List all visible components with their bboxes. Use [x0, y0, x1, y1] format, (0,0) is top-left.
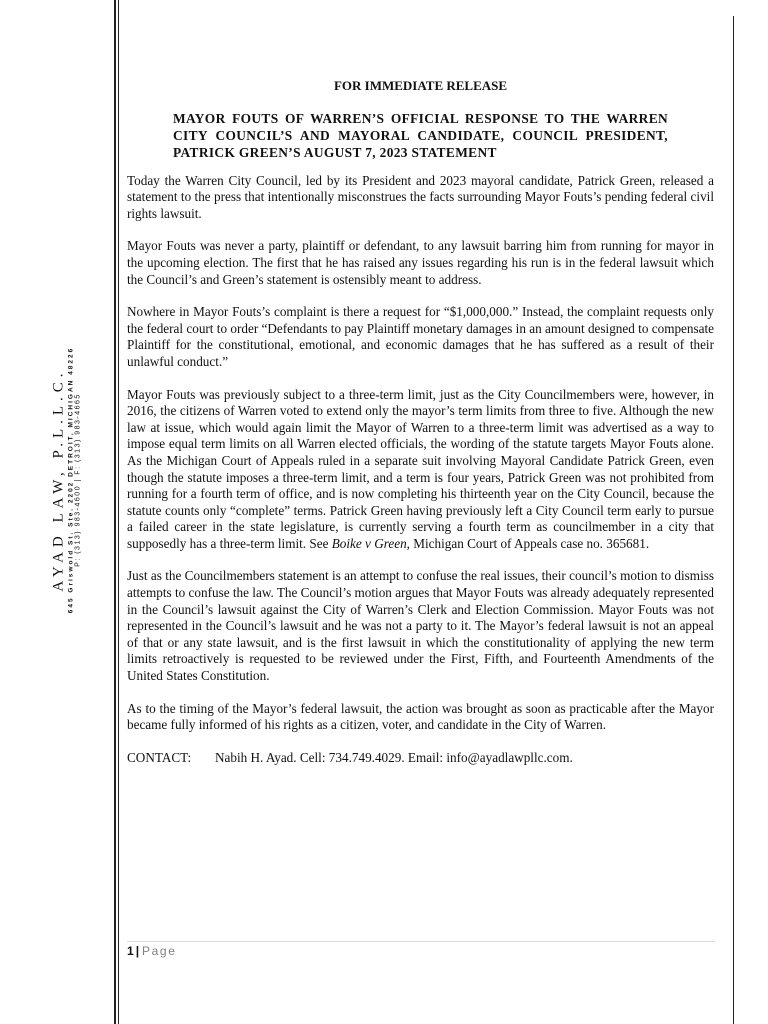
page-word: Page	[142, 944, 177, 958]
footer-separator: |	[135, 944, 140, 958]
paragraph-4-text: Mayor Fouts was previously subject to a three-term limit, just as the City Councilmembers were, however, in 2016, the citizens of Warren voted to extend only the mayor’s term limits from three to five. Although the new law at issue, which would again limit the Mayor of Warren to a three-term limit was advertised as a way to impose equal term limits on all Warren elected officials, the wording of the statute targets Mayor Fouts alone. As the Michigan Court of Appeals ruled in a separate suit involving Mayoral Candidate Patrick Green, even though the statute imposes a three-term limit, and a term is four years, Patrick Green was not prohibited from running for a fourth term of office, and is now completing his thirteenth year on the City Council, because the statute counts only “complete” terms. Patrick Green having previously left a City Council term early to pursue a failed career in the state legislature, is currently serving a fourth term as councilmember in a city that supposedly has a three-term limit. See	[127, 386, 714, 551]
left-margin-rule-inner	[118, 0, 119, 1024]
paragraph-4-end: , Michigan Court of Appeals case no. 365681.	[406, 535, 650, 551]
firm-address: 645 Griswold St. Ste. 2202 DETROIT, MICHIGAN 48226	[66, 346, 74, 614]
page-number: 1	[127, 944, 134, 958]
paragraph-6: As to the timing of the Mayor’s federal lawsuit, the action was brought as soon as practicable after the Mayor became fully informed of his rights as a citizen, voter, and candidate in the City of Warren.	[127, 700, 714, 733]
firm-name: AYAD LAW, P.L.L.C.	[50, 368, 67, 592]
release-label: FOR IMMEDIATE RELEASE	[333, 78, 508, 93]
contact-label: CONTACT:	[127, 749, 192, 765]
paragraph-3: Nowhere in Mayor Fouts’s complaint is there a request for “$1,000,000.” Instead, the complaint requests only the federal court to order “Defendants to pay Plaintiff monetary damages in an amount designed to compensate Plaintiff for the constitutional, emotional, and economic damages that he has suffered as a result of their unlawful conduct.”	[127, 304, 714, 369]
document-body	[127, 78, 714, 766]
contact-details: Nabih H. Ayad. Cell: 734.749.4029. Email: info@ayadlawpllc.com.	[215, 749, 573, 765]
contact-line	[127, 750, 714, 767]
left-margin-rule	[114, 0, 116, 1024]
right-margin-rule	[733, 16, 734, 1024]
paragraph-5: Just as the Councilmembers statement is an attempt to confuse the real issues, their council’s motion to dismiss attempts to confuse the law. The Council’s motion argues that Mayor Fouts was already adequately represented in the Council’s lawsuit against the City of Warren’s Clerk and Election Commission. Mayor Fouts was not represented in the Council’s lawsuit and he was not a party to it. The Mayor’s federal lawsuit is not an appeal of that or any state lawsuit, and is the first lawsuit in which the constitutionality of applying the new term limits retroactively is requested to be reviewed under the First, Fifth, and Fourteenth Amendments of the United States Constitution.	[127, 568, 714, 684]
firm-phone: P: (313) 983-4600 | F: (313) 983-4665	[73, 393, 81, 567]
page-footer	[127, 944, 176, 958]
vertical-letterhead	[50, 347, 81, 614]
footer-divider	[127, 941, 715, 942]
paragraph-1: Today the Warren City Council, led by its President and 2023 mayoral candidate, Patrick Green, released a statement to the press that intentionally misconstrues the facts surrounding Mayor Fouts’s pending federal civil rights lawsuit.	[127, 172, 714, 221]
headline: MAYOR FOUTS OF WARREN’S OFFICIAL RESPONSE TO THE WARREN CITY COUNCIL’S AND MAYORAL CANDIDATE, COUNCIL PRESIDENT, PATRICK GREEN’S AUGUST 7, 2023 STATEMENT	[173, 110, 668, 160]
paragraph-4	[127, 387, 714, 553]
paragraph-2: Mayor Fouts was never a party, plaintiff or defendant, to any lawsuit barring him from running for mayor in the upcoming election. The first that he has raised any issues regarding his run is in the federal lawsuit which the Council’s and Green’s statement is ostensibly meant to address.	[127, 238, 714, 287]
case-citation: Boike v Green	[331, 535, 407, 551]
